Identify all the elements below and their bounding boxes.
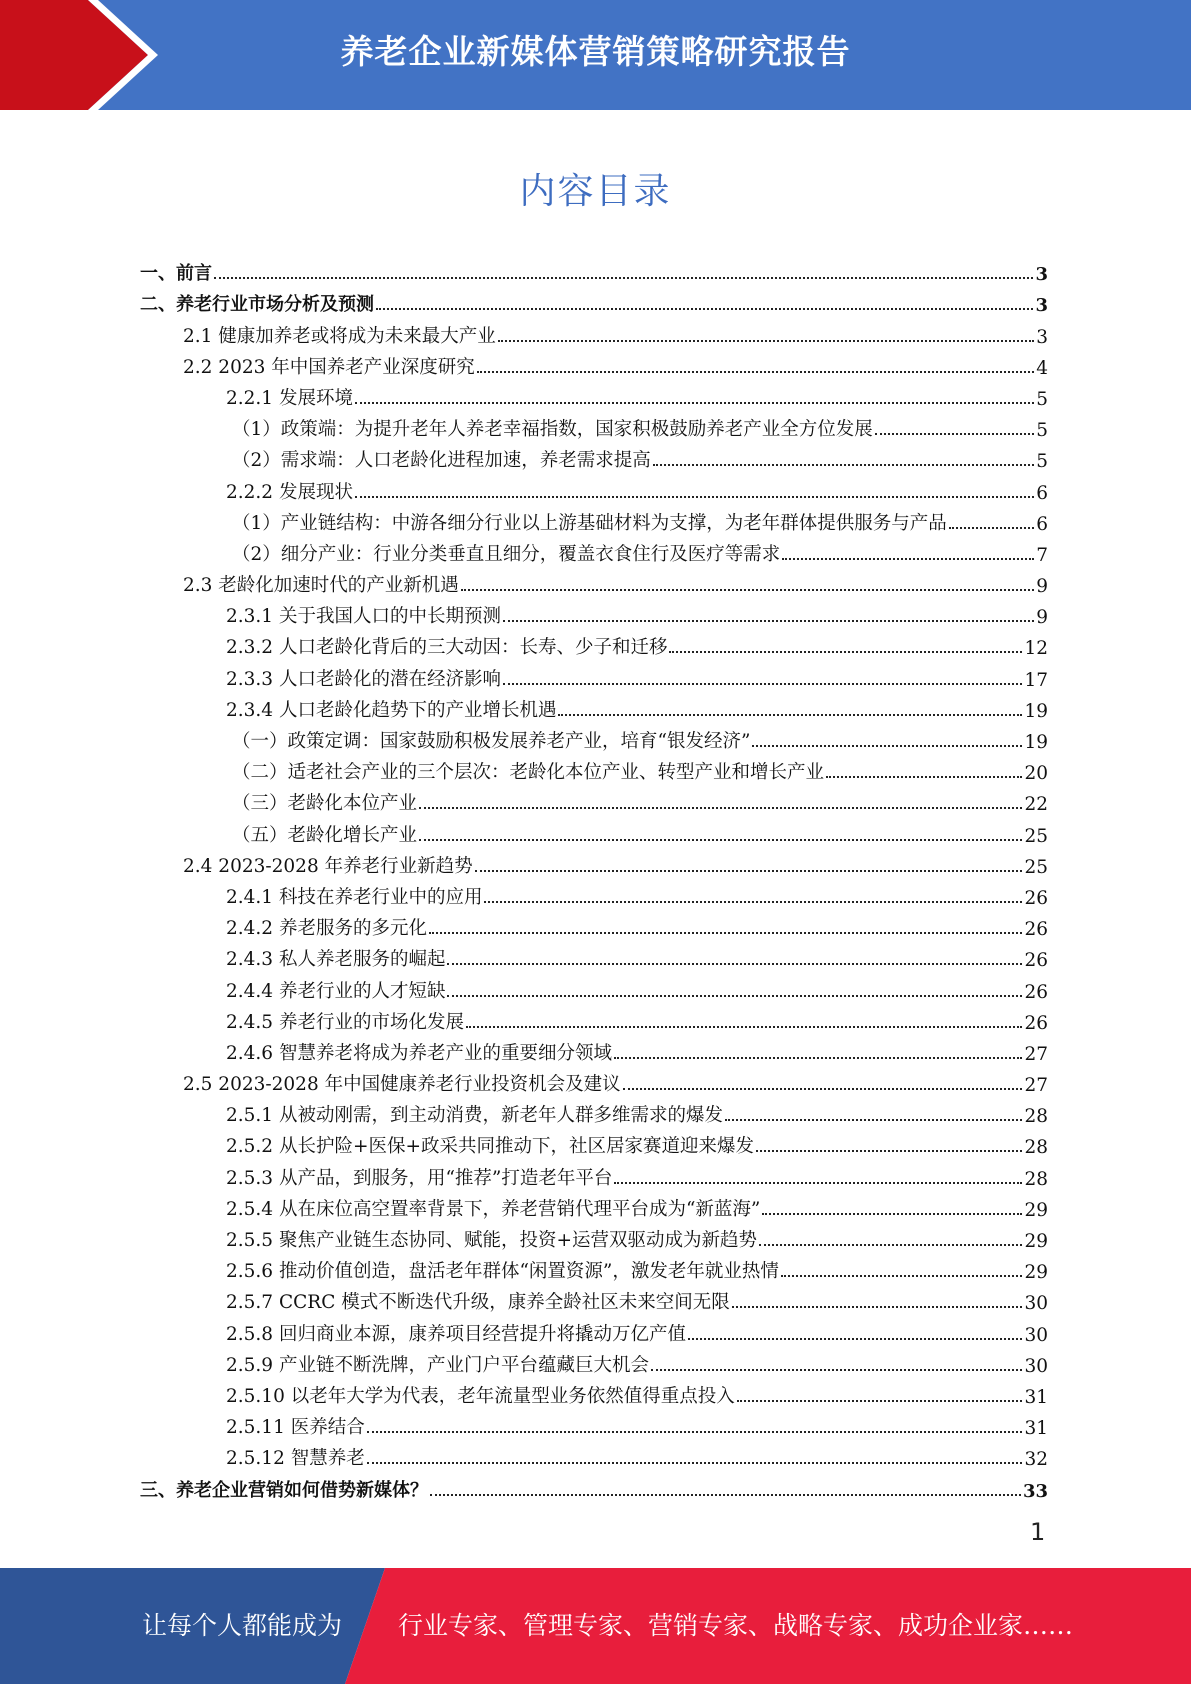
- toc-entry-label: （1）产业链结构：中游各细分行业以上游基础材料为支撑，为老年群体提供服务与产品: [232, 512, 947, 534]
- toc-dot-leader: [759, 1244, 1022, 1246]
- toc-dot-leader: [484, 901, 1022, 903]
- toc-dot-leader: [429, 932, 1022, 934]
- toc-entry-label: 2.3.2 人口老龄化背后的三大动因：长寿、少子和迁移: [226, 637, 668, 659]
- toc-entry-page: 5: [1036, 388, 1048, 410]
- toc-entry-label: 2.3.4 人口老龄化趋势下的产业增长机遇: [226, 699, 557, 721]
- toc-dot-leader: [669, 651, 1022, 653]
- toc-entry-page: 30: [1024, 1324, 1048, 1346]
- toc-entry-page: 22: [1024, 794, 1048, 816]
- toc-entry-page: 9: [1036, 576, 1048, 598]
- toc-entry-label: 2.3 老龄化加速时代的产业新机遇: [183, 575, 459, 597]
- toc-dot-leader: [826, 776, 1022, 778]
- toc-dot-leader: [782, 558, 1034, 560]
- toc-dot-leader: [756, 1150, 1022, 1152]
- toc-entry-page: 19: [1024, 732, 1048, 753]
- toc-entry-label: 2.5.6 推动价值创造，盘活老年群体“闲置资源”，激发老年就业热情: [226, 1261, 779, 1283]
- toc-entry[interactable]: [140, 597, 1048, 628]
- toc-entry-label: （三）老龄化本位产业: [232, 793, 418, 815]
- toc-entry-label: 2.5.8 回归商业本源，康养项目经营提升将撬动万亿产值: [226, 1323, 686, 1345]
- toc-entry[interactable]: [140, 878, 1048, 909]
- toc-entry-label: 2.2.1 发展环境: [226, 387, 353, 409]
- toc-entry[interactable]: [140, 1190, 1048, 1221]
- page-footer: [0, 1568, 1191, 1684]
- toc-dot-leader: [623, 1088, 1023, 1090]
- toc-dot-leader: [762, 1213, 1022, 1215]
- toc-entry-page: 26: [1024, 981, 1048, 1003]
- toc-dot-leader: [447, 995, 1022, 997]
- toc-entry-label: （1）政策端：为提升老年人养老幸福指数，国家积极鼓励养老产业全方位发展: [232, 419, 873, 441]
- toc-entry-page: 30: [1024, 1355, 1048, 1377]
- toc-entry-label: 三、养老企业营销如何借势新媒体？: [140, 1479, 428, 1501]
- toc-entry-page: 3: [1035, 295, 1048, 317]
- toc-entry[interactable]: [140, 940, 1048, 971]
- toc-entry-page: 29: [1024, 1231, 1048, 1252]
- toc-entry-page: 20: [1024, 763, 1048, 785]
- toc-dot-leader: [503, 620, 1034, 622]
- toc-entry-page: 28: [1024, 1168, 1048, 1190]
- toc-dot-leader: [653, 464, 1034, 466]
- toc-dot-leader: [875, 433, 1034, 435]
- toc-dot-leader: [355, 402, 1034, 404]
- toc-entry-page: 4: [1036, 357, 1048, 379]
- toc-dot-leader: [466, 1026, 1022, 1028]
- toc-entry-label: 2.4.2 养老服务的多元化: [226, 918, 427, 940]
- footer-slogan-right: 行业专家、管理专家、营销专家、战略专家、成功企业家……: [398, 1611, 1074, 1640]
- header-title: 养老企业新媒体营销策略研究报告: [340, 32, 851, 71]
- toc-entry-label: 2.5.11 医养结合: [226, 1417, 365, 1439]
- toc-dot-leader: [781, 1275, 1023, 1277]
- toc-entry[interactable]: [140, 1127, 1048, 1158]
- toc-entry[interactable]: [140, 535, 1048, 566]
- toc-dot-leader: [651, 1369, 1022, 1371]
- toc-entry-page: 7: [1036, 544, 1048, 566]
- toc-entry[interactable]: [140, 1158, 1048, 1189]
- toc-entry-page: 32: [1024, 1449, 1048, 1471]
- toc-entry-page: 6: [1036, 513, 1048, 535]
- toc-entry-label: 2.5.1 从被动刚需，到主动消费，新老年人群多维需求的爆发: [226, 1105, 723, 1127]
- toc-entry-label: （2）需求端：人口老龄化进程加速，养老需求提高: [232, 450, 651, 472]
- toc-entry-label: 2.2.2 发展现状: [226, 481, 353, 503]
- toc-entry-label: 2.5.5 聚焦产业链生态协同、赋能，投资+运营双驱动成为新趋势: [226, 1230, 757, 1251]
- toc-entry[interactable]: [140, 285, 1048, 316]
- toc-entry-page: 28: [1024, 1137, 1048, 1159]
- toc-entry[interactable]: [140, 1439, 1048, 1470]
- toc-entry[interactable]: [140, 348, 1048, 379]
- toc-entry-page: 29: [1024, 1199, 1048, 1221]
- toc-entry-page: 25: [1024, 825, 1048, 847]
- toc-entry-label: 2.5.3 从产品，到服务，用“推荐”打造老年平台: [226, 1167, 613, 1189]
- page-header: [0, 0, 1191, 110]
- toc-entry[interactable]: [140, 1408, 1048, 1439]
- toc-entry[interactable]: [140, 815, 1048, 846]
- toc-entry[interactable]: [140, 722, 1048, 753]
- toc-entry[interactable]: [140, 1283, 1048, 1314]
- toc-entry[interactable]: [140, 1065, 1048, 1096]
- toc-entry-page: 3: [1035, 264, 1048, 286]
- toc-dot-leader: [475, 870, 1023, 872]
- toc-entry-label: （一）政策定调：国家鼓励积极发展养老产业，培育“银发经济”: [232, 731, 751, 752]
- toc-entry-page: 26: [1024, 887, 1048, 909]
- toc-entry[interactable]: [140, 1003, 1048, 1034]
- toc-entry[interactable]: [140, 753, 1048, 784]
- toc-dot-leader: [732, 1306, 1023, 1308]
- toc-title: 内容目录: [519, 171, 672, 212]
- toc-entry-label: 2.5.4 从在床位高空置率背景下，养老营销代理平台成为“新蓝海”: [226, 1198, 761, 1220]
- toc-entry-label: 2.5.7 CCRC 模式不断迭代升级，康养全龄社区未来空间无限: [226, 1292, 730, 1314]
- toc-dot-leader: [949, 527, 1034, 529]
- toc-dot-leader: [688, 1338, 1022, 1340]
- toc-entry-page: 3: [1036, 326, 1048, 348]
- toc-entry-label: 2.5.2 从长护险+医保+政采共同推动下，社区居家赛道迎来爆发: [226, 1136, 754, 1158]
- toc-entry-label: 2.5.9 产业链不断洗牌，产业门户平台蕴藏巨大机会: [226, 1354, 649, 1376]
- toc-entry-page: 9: [1036, 607, 1048, 629]
- toc-entry-label: 一、前言: [140, 263, 212, 285]
- toc-dot-leader: [614, 1057, 1022, 1059]
- toc-entry-page: 31: [1024, 1418, 1048, 1440]
- toc-entry[interactable]: [140, 410, 1048, 441]
- toc-dot-leader: [737, 1400, 1023, 1402]
- toc-entry-label: （二）适老社会产业的三个层次：老龄化本位产业、转型产业和增长产业: [232, 762, 825, 784]
- toc-entry[interactable]: [140, 847, 1048, 878]
- toc-dot-leader: [419, 839, 1022, 841]
- toc-entry-page: 27: [1024, 1075, 1048, 1097]
- toc-entry[interactable]: [140, 566, 1048, 597]
- toc-entry-label: 2.4.3 私人养老服务的崛起: [226, 949, 446, 971]
- page-number: 1: [1030, 1518, 1046, 1546]
- toc-entry-label: （2）细分产业：行业分类垂直且细分，覆盖衣食住行及医疗等需求: [232, 543, 781, 565]
- toc-entry-page: 6: [1036, 482, 1048, 504]
- toc-entry[interactable]: [140, 784, 1048, 815]
- toc-entry[interactable]: [140, 1221, 1048, 1252]
- toc-entry-page: 29: [1024, 1262, 1048, 1284]
- toc-entry-page: 26: [1024, 919, 1048, 941]
- toc-entry-label: 2.3.1 关于我国人口的中长期预测: [226, 606, 501, 628]
- toc-entry-label: 2.5.12 智慧养老: [226, 1448, 365, 1470]
- toc-entry-page: 26: [1024, 1012, 1048, 1034]
- toc-dot-leader: [355, 496, 1034, 498]
- toc-entry[interactable]: [140, 441, 1048, 472]
- toc-entry-page: 33: [1022, 1480, 1048, 1502]
- toc-entry-page: 25: [1024, 856, 1048, 878]
- toc-entry[interactable]: [140, 1377, 1048, 1408]
- toc-entry-label: 2.4.5 养老行业的市场化发展: [226, 1011, 464, 1033]
- toc-entry-label: 2.3.3 人口老龄化的潜在经济影响: [226, 668, 501, 690]
- toc-entry-label: 2.5 2023-2028 年中国健康养老行业投资机会及建议: [183, 1074, 621, 1096]
- toc-dot-leader: [376, 308, 1033, 310]
- toc-entry[interactable]: [140, 472, 1048, 503]
- toc-entry-label: 2.4.4 养老行业的人才短缺: [226, 980, 446, 1002]
- toc-entry-page: 12: [1024, 638, 1048, 660]
- toc-entry[interactable]: [140, 971, 1048, 1002]
- toc-dot-leader: [498, 340, 1034, 342]
- toc-entry[interactable]: [140, 659, 1048, 690]
- toc-dot-leader: [367, 1462, 1023, 1464]
- toc-dot-leader: [419, 807, 1022, 809]
- toc-dot-leader: [214, 277, 1033, 279]
- table-of-contents: [140, 254, 1048, 1502]
- toc-entry[interactable]: [140, 316, 1048, 347]
- toc-entry-label: 2.4.1 科技在养老行业中的应用: [226, 886, 483, 908]
- toc-entry[interactable]: [140, 254, 1048, 285]
- toc-entry-page: 26: [1024, 950, 1048, 972]
- footer-slogan-left: 让每个人都能成为: [142, 1611, 343, 1640]
- toc-entry[interactable]: [140, 1096, 1048, 1127]
- toc-dot-leader: [558, 714, 1022, 716]
- toc-dot-leader: [430, 1494, 1021, 1496]
- toc-dot-leader: [461, 589, 1034, 591]
- toc-entry-page: 5: [1036, 420, 1048, 442]
- toc-dot-leader: [614, 1182, 1022, 1184]
- toc-dot-leader: [503, 683, 1022, 685]
- toc-dot-leader: [725, 1119, 1022, 1121]
- toc-entry[interactable]: [140, 1346, 1048, 1377]
- toc-entry-label: （五）老龄化增长产业: [232, 824, 418, 846]
- toc-entry[interactable]: [140, 379, 1048, 410]
- toc-entry-page: 27: [1024, 1043, 1048, 1065]
- toc-entry-label: 2.5.10 以老年大学为代表，老年流量型业务依然值得重点投入: [226, 1385, 735, 1407]
- toc-entry[interactable]: [140, 1314, 1048, 1345]
- toc-entry-page: 28: [1024, 1106, 1048, 1128]
- toc-entry-label: 2.4.6 智慧养老将成为养老产业的重要细分领域: [226, 1042, 612, 1064]
- toc-dot-leader: [752, 745, 1022, 747]
- toc-entry[interactable]: [140, 691, 1048, 722]
- toc-entry-label: 2.2 2023 年中国养老产业深度研究: [183, 356, 475, 378]
- toc-dot-leader: [367, 1431, 1023, 1433]
- toc-entry-page: 31: [1024, 1386, 1048, 1408]
- toc-entry[interactable]: [140, 1252, 1048, 1283]
- toc-entry-page: 17: [1024, 669, 1048, 691]
- toc-entry[interactable]: [140, 909, 1048, 940]
- toc-dot-leader: [477, 371, 1034, 373]
- toc-entry[interactable]: [140, 504, 1048, 535]
- toc-dot-leader: [447, 963, 1022, 965]
- toc-entry-label: 2.1 健康加养老或将成为未来最大产业: [183, 325, 496, 347]
- toc-entry[interactable]: [140, 1470, 1048, 1501]
- toc-entry[interactable]: [140, 628, 1048, 659]
- toc-entry-label: 二、养老行业市场分析及预测: [140, 294, 374, 316]
- toc-entry-page: 19: [1024, 700, 1048, 722]
- toc-entry-label: 2.4 2023-2028 年养老行业新趋势: [183, 855, 473, 877]
- toc-entry-page: 5: [1036, 451, 1048, 473]
- toc-entry[interactable]: [140, 1034, 1048, 1065]
- toc-entry-page: 30: [1024, 1293, 1048, 1315]
